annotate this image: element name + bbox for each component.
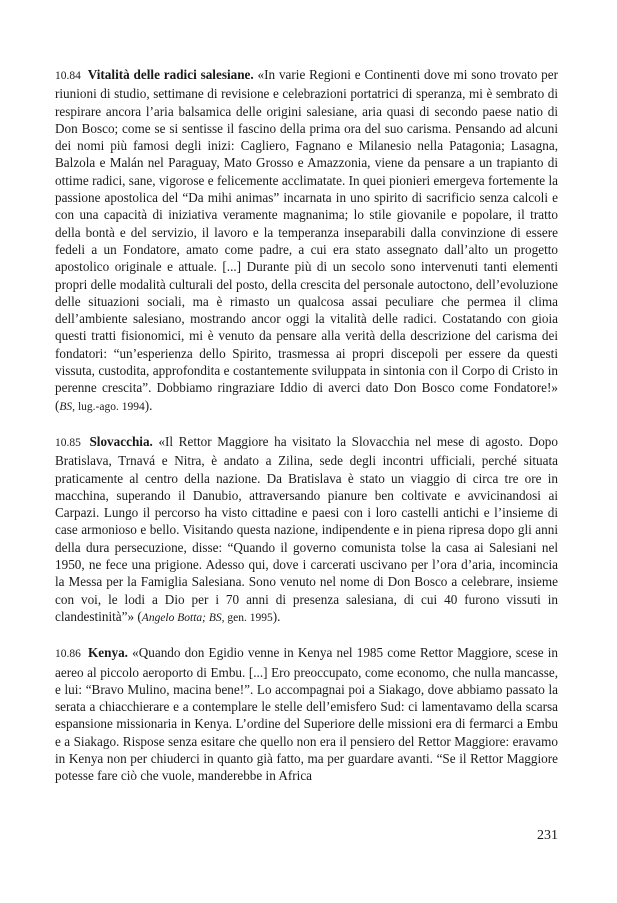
entry-10-85: [55, 433, 558, 627]
page-number: 231: [537, 828, 558, 843]
entry-text: «Il Rettor Maggiore ha visitato la Slovacchia nel mese di agosto. Dopo Bratislava, Trnavá e Nitra, è andato a Zilina, sede degli incontri ufficiali, perché situata praticamente al centro della nazione. Da Bratislava è stato un viaggio di circa tre ore in macchina, superando il Danubio, attraversando pianure ben coltivate e avvicinandosi ai Carpazi. Lungo il percorso ha visto cittadine e paesi con i loro castelli antichi e l’insieme di case armonioso e bello. Visitando questa nazione, indipendente e in piena ripresa dopo gli anni della dura persecuzione, disse: “Quando il governo comunista tolse la casa ai Salesiani nel 1950, ne fece una prigione. Adesso qui, dove i carcerati uscivano per l’ora d’aria, incomincia la Messa per la Famiglia Salesiana. Sono venuto nel nome di Don Bosco a celebrare, insieme con voi, le lodi a Dio per i 70 anni di presenza salesiana, di cui 40 furono vissuti in clandestinità”»: [55, 433, 558, 624]
entry-source-date: lug.-ago. 1994: [75, 400, 145, 413]
entry-text: «Quando don Egidio venne in Kenya nel 1985 come Rettor Maggiore, scese in aereo al piccolo aeroporto di Embu. [...] Ero preoccupato, come economo, che nulla mancasse, e lui: “Bravo Mulino, macina bene!”. Lo accompagnai poi a Siakago, dove abbiamo passato la serata a chiacchierare e a contemplare le stelle dell’emisfero Sud: ci lamentavamo della scarsa espansione missionaria in Kenya. L’ordine del Superiore delle missioni era di fermarci a Embu e a Siakago. Rispose senza esitare che quello non era il pensiero del Rettor Maggiore: eravamo in Kenya non per chiuderci in quanto già fatto, ma per guardare avanti. “Se il Rettor Maggiore potesse fare ciò che vuole, manderebbe in Africa: [55, 645, 559, 784]
ref-open: (: [134, 608, 142, 624]
ref-close: ).: [272, 608, 281, 624]
entry-number: 10.84: [55, 70, 81, 82]
ref-open: (: [55, 397, 60, 413]
entry-heading: Kenya.: [88, 645, 128, 661]
book-page-body: [55, 66, 558, 802]
entry-10-86: [55, 644, 558, 784]
entry-10-84: [55, 66, 558, 416]
entry-text: «In varie Regioni e Continenti dove mi sono trovato per riunioni di studio, settimane di revisione e celebrazioni portatrici di speranza, mi è sembrato di respirare ancora l’aria balsamica delle origini salesiane, aria quasi di secondo paese natio di Don Bosco; come se si sentisse il fascino della prima ora del suo carisma. Pensando ad alcuni dei nomi più famosi degli inizi: Cagliero, Fagnano e Milanesio nella Patagonia; Lasagna, Balzola e Malán nel Paraguay, Mato Grosso e Amazzonia, viene da pensare a un trapianto di ottime radici, sane, vigorose e felicemente acclimatate. In quei pionieri emergeva fortemente la passione apostolica del “Da mihi animas” incarnata in uno spirito di sacrificio senza calcoli e con una capacità di iniziativa veramente magnanima; lo stile giovanile e popolare, il tratto della bontà e del servizio, il lavoro e la temperanza inseparabili dalla convinzione di essere fedeli a un Fondatore, amato come padre, a cui era stato assegnato dall’alto un progetto apostolico originale e attuale. [...] Durante più di un secolo sono intervenuti tanti elementi propri delle modalità culturali del posto, della crescita del personale autoctono, dell’evoluzione delle situazioni sociali, ma è rimasto un qualcosa assai peculiare che permea il clima dell’ambiente salesiano, mostrando ancor oggi la vitalità delle radici. Costatando con gioia questi tratti fisionomici, mi è venuto da pensare alla verità della descrizione del carisma dei fondatori: “un’esperienza dello Spirito, trasmessa ai propri discepoli per essere da questi vissuta, custodita, approfondita e costantemente sviluppata in sintonia con il Corpo di Cristo in perenne crescita”. Dobbiamo ringraziare Iddio di averci dato Don Bosco come Fondatore!»: [55, 67, 558, 396]
entry-number: 10.85: [55, 436, 81, 449]
entry-heading: Slovacchia.: [89, 433, 153, 449]
entry-heading: Vitalità delle radici salesiane.: [87, 67, 254, 82]
entry-number: 10.86: [55, 648, 81, 661]
entry-source-date: gen. 1995: [224, 611, 273, 624]
entry-source-italic: Angelo Botta; BS,: [141, 611, 225, 624]
entry-source-italic: BS,: [59, 400, 76, 413]
ref-close: ).: [144, 397, 153, 413]
